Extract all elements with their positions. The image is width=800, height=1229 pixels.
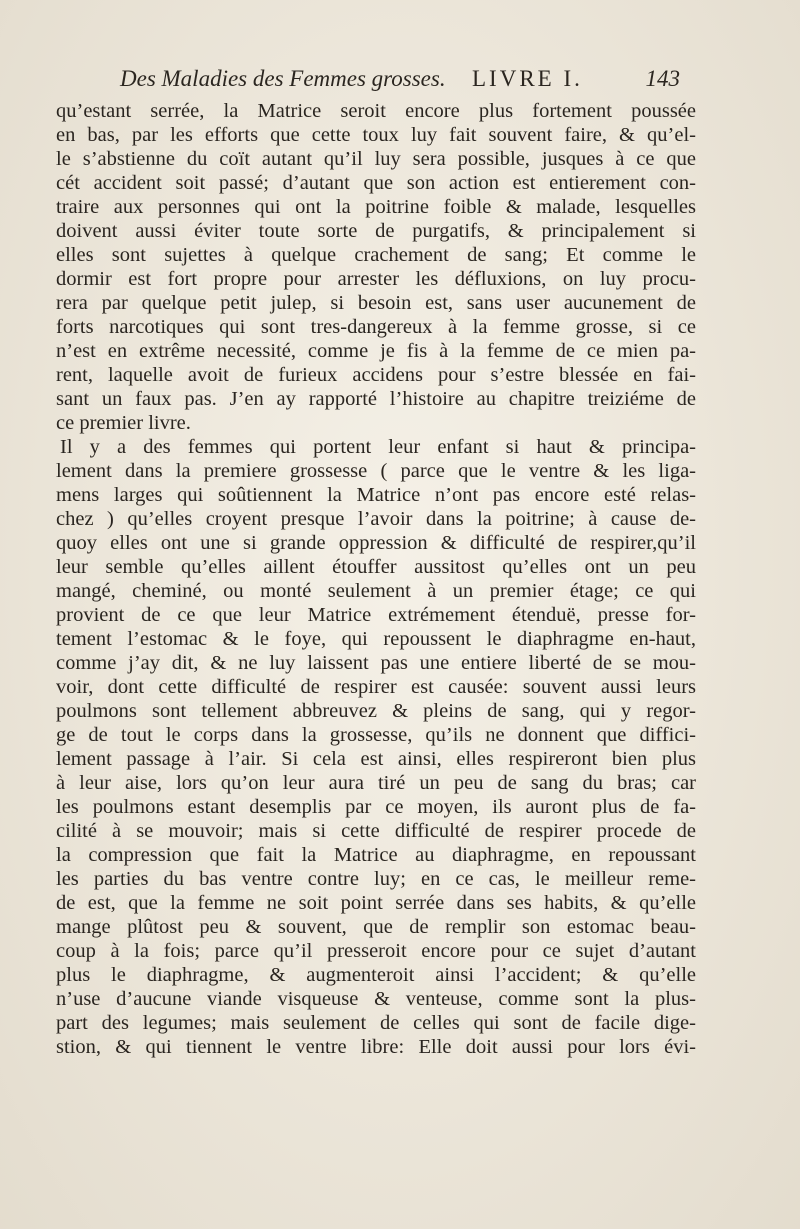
text-line: plus le diaphragme, & augmenteroit ainsi l’accident; & qu’elle (56, 964, 696, 986)
text-line: n’est en extrême necessité, comme je fis à la femme de ce mien pa- (56, 340, 696, 362)
text-line: à leur aise, lors qu’on leur aura tiré un peu de sang du bras; car (56, 772, 696, 794)
text-line: stion, & qui tiennent le ventre libre: Elle doit aussi pour lors évi- (56, 1036, 696, 1058)
text-line: en bas, par les efforts que cette toux luy fait souvent faire, & qu’el- (56, 124, 696, 146)
text-line: le s’abstienne du coït autant qu’il luy sera possible, jusques à ce que (56, 148, 696, 170)
text-line: voir, dont cette difficulté de respirer est causée: souvent aussi leurs (56, 676, 696, 698)
text-line: mens larges qui soûtiennent la Matrice n’ont pas encore esté relas- (56, 484, 696, 506)
body-text (56, 99, 696, 1059)
text-line: sant un faux pas. J’en ay rapporté l’histoire au chapitre treiziéme de (56, 388, 696, 410)
text-line: tement l’estomac & le foye, qui repoussent le diaphragme en-haut, (56, 628, 696, 650)
running-title: Des Maladies des Femmes grosses. (120, 66, 446, 91)
text-line: mangé, cheminé, ou monté seulement à un premier étage; ce qui (56, 580, 696, 602)
text-line: les parties du bas ventre contre luy; en ce cas, le meilleur reme- (56, 868, 696, 890)
text-line: provient de ce que leur Matrice extrémement étenduë, presse for- (56, 604, 696, 626)
text-line: lement passage à l’air. Si cela est ainsi, elles respireront bien plus (56, 748, 696, 770)
text-line: mange plûtost peu & souvent, que de remplir son estomac beau- (56, 916, 696, 938)
text-line: comme j’ay dit, & ne luy laissent pas une entiere liberté de se mou- (56, 652, 696, 674)
text-line: rera par quelque petit julep, si besoin est, sans user aucunement de (56, 292, 696, 314)
text-line: dormir est fort propre pour arrester les défluxions, on luy procu- (56, 268, 696, 290)
page-number: 143 (645, 66, 680, 91)
page-header (120, 66, 680, 96)
text-line: forts narcotiques qui sont tres-dangereux à la femme grosse, si ce (56, 316, 696, 338)
text-line: doivent aussi éviter toute sorte de purgatifs, & principalement si (56, 220, 696, 242)
text-line: rent, laquelle avoit de furieux accidens pour s’estre blessée en fai- (56, 364, 696, 386)
text-line: n’use d’aucune viande visqueuse & venteuse, comme sont la plus- (56, 988, 696, 1010)
text-line: elles sont sujettes à quelque crachement de sang; Et comme le (56, 244, 696, 266)
text-line: leur semble qu’elles aillent étouffer aussitost qu’elles ont un peu (56, 556, 696, 578)
book-number: LIVRE I. (472, 66, 583, 91)
text-line: coup à la fois; parce qu’il presseroit encore pour ce sujet d’autant (56, 940, 696, 962)
text-line: chez ) qu’elles croyent presque l’avoir dans la poitrine; à cause de- (56, 508, 696, 530)
text-line: traire aux personnes qui ont la poitrine foible & malade, lesquelles (56, 196, 696, 218)
text-line: poulmons sont tellement abbreuvez & pleins de sang, qui y regor- (56, 700, 696, 722)
text-line: la compression que fait la Matrice au diaphragme, en repoussant (56, 844, 696, 866)
text-line: part des legumes; mais seulement de celles qui sont de facile dige- (56, 1012, 696, 1034)
text-line: cét accident soit passé; d’autant que son action est entierement con- (56, 172, 696, 194)
text-line: ce premier livre. (56, 412, 191, 434)
text-line: lement dans la premiere grossesse ( parce que le ventre & les liga- (56, 460, 696, 482)
text-line: ge de tout le corps dans la grossesse, qu’ils ne donnent que diffici- (56, 724, 696, 746)
text-line: les poulmons estant desemplis par ce moyen, ils auront plus de fa- (56, 796, 696, 818)
text-line: quoy elles ont une si grande oppression & difficulté de respirer,qu’il (56, 532, 696, 554)
text-line: qu’estant serrée, la Matrice seroit encore plus fortement poussée (56, 100, 696, 122)
text-line: Il y a des femmes qui portent leur enfant si haut & principa- (60, 436, 696, 458)
text-line: de est, que la femme ne soit point serrée dans ses habits, & qu’elle (56, 892, 696, 914)
text-line: cilité à se mouvoir; mais si cette difficulté de respirer procede de (56, 820, 696, 842)
